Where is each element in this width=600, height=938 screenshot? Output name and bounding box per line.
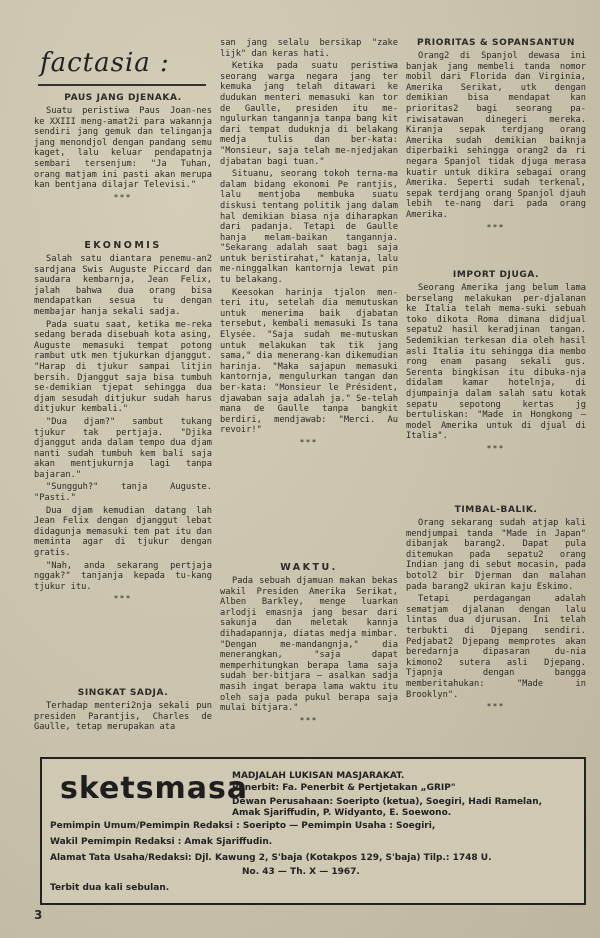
article-ekonomis [34,240,212,607]
brand-underline [38,84,206,86]
page-number: 3 [34,908,43,922]
article-paragraph: Pada suatu saat, ketika me-reka sedang berada disebuah kota asing, Auguste memasuki tempat potong rambut utk men tjukurkan djanggut. "Harap di tjukur sampai litjin bersih. Djanggut saja bisa tumbuh se-demikian tjepat sehingga dua djam sesudah ditjukur sudah harus ditjukur kembali." [34,319,212,415]
article-paragraph: Seorang Amerika jang belum lama berselang melakukan per-djalanan ke Italia telah mema-suki sebuah toko dikota Roma dimana didjual sepatu2 hasil keradjinan tangan. Sedemikian terkesan dia oleh hasil asli Italia itu sehingga dia membo rong enam pasang sekali gus. Serenta bingkisan itu dibuka-nja didalam kamar hotelnja, di djumpainja dalam salah satu kotak sepatu sepotong kertas jg bertuliskan: "Made in Hongkong — model Amerika untuk di djual di Italia". [406,283,586,442]
separator: *** [300,715,318,725]
article-singkat-sadja-cont [220,38,398,451]
article-timbal-balik [406,505,586,715]
article-paus [34,93,212,206]
article-paragraph: Ketika pada suatu peristiwa seorang warga negara jang ter kemuka jang telah ditawari ke dudukan menteri memasuki kan tor de Gaulle, presiden itu me-ngulurkan tangannja tanpa bang kit dari tempat duduknja di belakang medja tulis dan ber-kata: "Monsieur, saja telah me-njedjakan djabatan bagi tuan." [220,61,398,167]
masthead-pemimpin: Pemimpin Umum/Pemimpin Redaksi : Soeripto — Pemimpin Usaha : Soegiri, [50,821,436,831]
separator: *** [487,222,505,232]
article-paragraph: Orang sekarang sudah atjap kali mendjumpai tanda "Made in Japan" dibanjak barang2. Dapat pula ditemukan pada sepatu2 orang Indian jang di sebut mocasin, pada botol2 bir Djerman dan malahan pada barang2 ukiran kaju Eskimo. [406,518,586,592]
separator: *** [487,702,505,712]
article-title: PAUS JANG DJENAKA. [64,93,182,103]
article-paragraph: Terhadap menteri2nja sekali pun presiden Parantjis, Charles de Gaulle, tetap merupakan ata [34,701,212,733]
article-paragraph: Tetapi perdagangan adalah sematjam djalanan dengan lalu lintas dua djurusan. Ini telah terbukti di Djepang sendiri. Pedjabat2 Djepang memprotes akan beredarnja dipasaran du-nia kimono2 sutera asli Djepang. Tjapnja dengan bangga memberitahukan: "Made in Brooklyn". [406,594,586,700]
article-paragraph: "Sungguh?" tanja Auguste. "Pasti." [34,482,212,504]
article-title: PRIORITAS & SOPANSANTUN [417,38,575,48]
section-brand: factasia : [40,48,170,78]
article-paragraph: Suatu peristiwa Paus Joan-nes ke XXIII meng-amat2i para wakannja sendiri jang gemuk dan telinganja jang menondjol dengan pandang semu kaget, lalu keluar pendapatnja sembari tersenjum: "Ja Tuhan, orang matjam ini pasti akan merupa kan bentjana dilajar Televisi." [34,106,212,191]
article-prioritas [406,38,586,236]
masthead-logo: sketsmasa [60,771,249,806]
article-paragraph: Dua djam kemudian datang lah Jean Felix dengan djanggut lebat didagunja memasuki tem pat itu dan meminta agar di tjukur dengan gratis. [34,505,212,559]
masthead-title: MADJALAH LUKISAN MASJARAKAT. [232,771,405,781]
masthead-box [40,757,586,905]
masthead-dewan-cont: Amak Sjariffudin, P. Widyanto, E. Soewono. [232,808,452,818]
article-paragraph: "Dua djam?" sambut tukang tjukur tak pertjaja. "Djika djanggut anda dalam tempo dua djam nanti sudah tumbuh kem bali saja akan mentjukurnja lagi tanpa bajaran." [34,416,212,480]
separator: *** [487,443,505,453]
article-title: WAKTU. [280,562,338,573]
masthead-penerbit: Penerbit: Fa. Penerbit & Pertjetakan „GRIP" [232,783,456,793]
article-waktu [220,562,398,729]
article-paragraph: Salah satu diantara penemu-an2 sardjana Swis Auguste Piccard dan saudara kembarnja, Jean Felix, jalah bahwa dua orang bisa mendapatkan sesua tu dengan membajar hanja sekali sadja. [34,254,212,317]
separator: *** [114,192,132,202]
article-title: EKONOMIS [84,240,162,251]
separator: *** [300,437,318,447]
article-singkat-sadja [34,688,212,735]
article-title: SINGKAT SADJA. [77,688,169,698]
masthead-terbit: Terbit dua kali sebulan. [50,883,170,893]
article-title: IMPORT DJUGA. [452,270,540,280]
article-paragraph: san jang selalu bersikap "zake lijk" dan keras hati. [220,38,398,59]
article-paragraph: Keesokan harinja tjalon men-teri itu, setelah dia memutuskan untuk menerima baik djabatan tersebut, kembali memasuki Is tana Elysée. "Saja sudah me-mutuskan untuk melakukan tak tik jang sama," dia menerang-kan dikemudian harinja. "Maka sajapun memasuki kantornja, mengulurkan tangan dan ber-kata: "Monsieur le Président, djawaban saja adalah ja." Se-telah mana de Gaulle tanpa bangkit berdiri, mendjawab: "Merci. Au revoir!" [220,287,398,436]
masthead-alamat: Alamat Tata Usaha/Redaksi: Djl. Kawung 2, S'baja (Kotakpos 129, S'baja) Tilp.: 1748 U. [50,853,492,863]
article-paragraph: Orang2 di Spanjol dewasa ini banjak jang membeli tanda nomor mobil dari Florida dan Virginia, Amerika Serikat, utk dengan demikian bisa mendapat kan prioritas2 bagi seorang pa-riwisatawan dinegeri mereka. Kiranja sepak terdjang orang Amerika sudah demikian baiknja diperbaiki sehingga orang2 da ri negara Spanjol tidak djuga merasa kuatir untuk dikira sebagai orang Amerika. Seperti sudah terkenal, sepak terdjang orang Spanjol djauh lebih te-nang dari pada orang Amerika. [406,51,586,220]
masthead-dewan: Dewan Perusahaan: Soeripto (ketua), Soegiri, Hadi Ramelan, [232,797,543,807]
masthead-wakil: Wakil Pemimpin Redaksi : Amak Sjariffudin. [50,837,273,847]
article-import-djuga [406,270,586,457]
article-paragraph: "Nah, anda sekarang pertjaja nggak?" tanjanja kepada tu-kang tjukur itu. [34,560,212,592]
article-title: TIMBAL-BALIK. [454,505,538,515]
article-paragraph: Pada sebuah djamuan makan bekas wakil Presiden Amerika Serikat, Alben Barkley, menge luarkan arlodji emasnja jang besar dari sakunja dan meletak kannja dihadapannja, diatas medja mimbar. "Dengan me-mandangnja," dia menerangkan, "saja dapat memperhitungkan berapa lama saja sudah ber-bitjara — asalkan sadja masih ingat berapa lama waktu itu oleh saja pada pukul berapa saja mulai bitjara." [220,576,398,714]
masthead-nomor: No. 43 — Th. X — 1967. [242,867,360,877]
separator: *** [114,594,132,604]
article-paragraph: Situanu, seorang tokoh terna-ma dalam bidang ekonomi Pe rantjis, lalu mentjoba membuka suatu diskusi tentang politik jang dalam hal demikian biasa nja diharapkan dari padanja. Tetapi de Gaulle hanja melam-baikan tangannja. "Sekarang adalah saat bagi saja untuk beristirahat," katanja, lalu me-ninggalkan kantornja lewat pin tu belakang. [220,169,398,286]
